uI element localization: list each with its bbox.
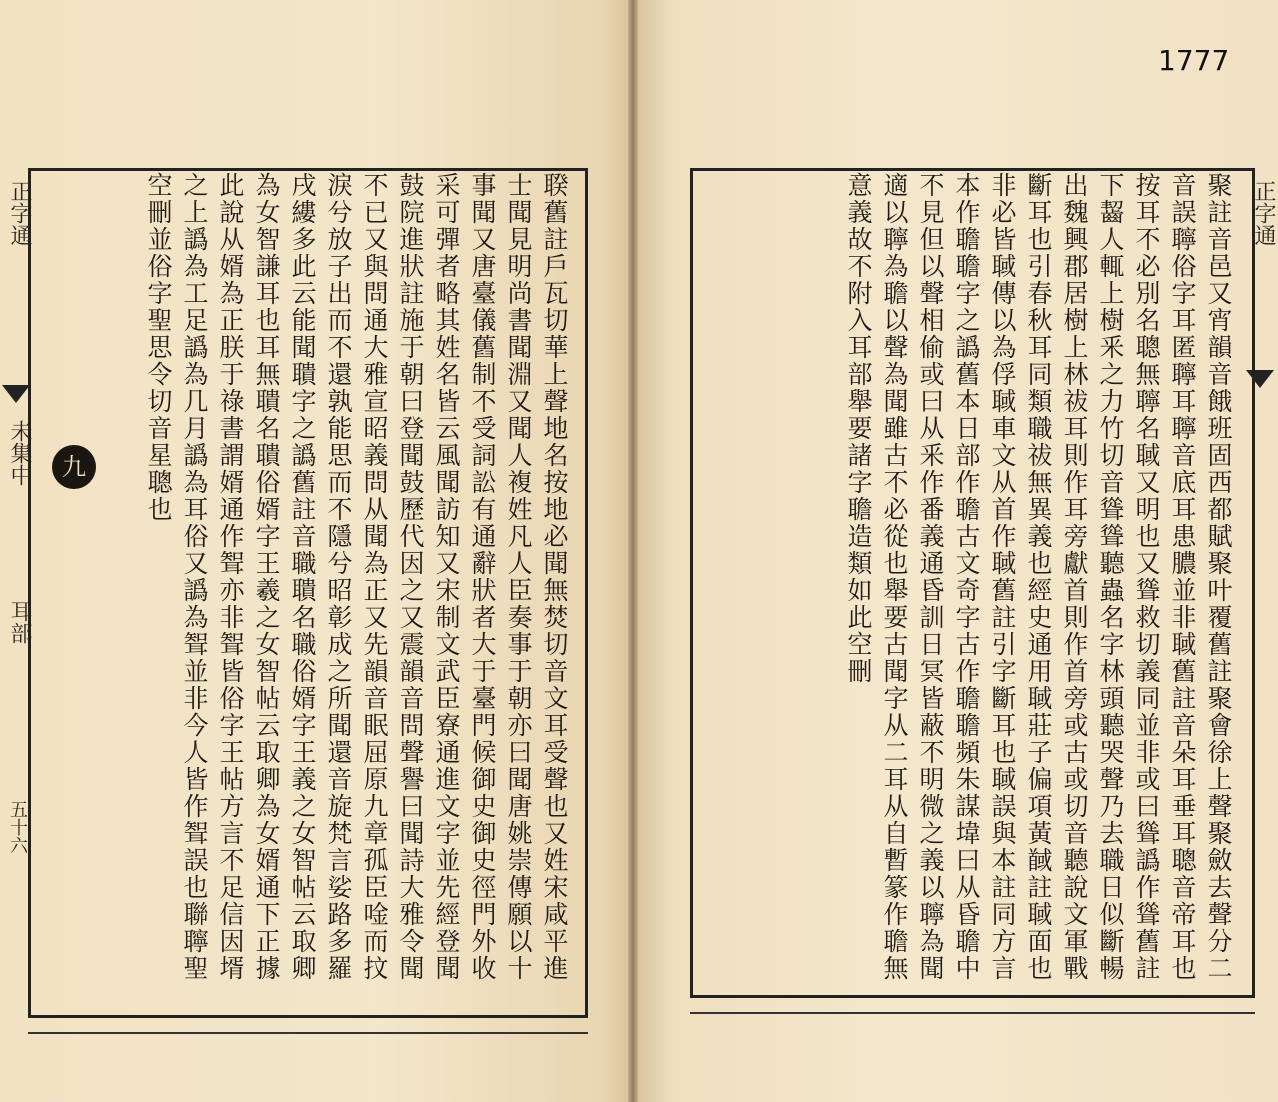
left-fishtail-mark	[2, 385, 30, 403]
left-page-text: 聧舊註戶瓦切華上聲地名按地必聞無焚切音文耳受聲也又姓宋咸平進士聞見明尚書聞淵又聞人複姓凡人臣奏事于朝亦曰聞唐姚崇傳願以十事聞又唐臺儀舊制不受詞訟有通辭狀者大于臺門候御史御史徑門外收采可彈者略其姓名皆云風聞訪知又宋制文武臣寮通進文字並先經登聞鼓院進狀註施于朝曰登聞鼓歷代因之又震韻音問聲譽曰聞詩大雅令聞不已又與問通大雅宣昭義問从聞為正又先韻音眠屈原九章孤臣唫而抆淚兮放子出而不還孰能思而不隱兮昭彰成之所聞還音旋梵言娑路多羅戌縷多此云能聞聵字之譌舊註音職聵名職俗婿字王義之女智帖云取卿為女智謙耳也耳無聵名聵俗婿字王羲之女智帖云取卿為女婿通下正據此說从婿為正朕于祿書謂婿通作聟亦非聟皆俗字王帖方言不足信因壻之上譌為工足譌為几月譌為耳俗又譌為聟並非今人皆作聟誤也聯聹聖空刪並俗字聖思令切音星聰也	[144, 172, 569, 982]
left-bottom-rule	[28, 1032, 588, 1034]
left-section-label: 耳部	[7, 600, 32, 644]
right-fishtail-mark	[1246, 370, 1274, 388]
right-bottom-rule	[690, 1012, 1255, 1014]
right-page-text: 聚註音邑又宵韻音餓班固西都賦聚叶覆舊註聚會徐上聲聚斂去聲分二音誤聹俗字耳匿聹耳聹音底耳患膿並非聝舊註音朵耳垂耳聰音帝耳也按耳不必別名聰無聹名聝又明也又聳救切義同並非或曰聳譌作聳舊註下齧人輒上樹釆之力竹切音聳聳聽蟲名字林頭聽哭聲乃去職日似斷暢出魏興郡居樹上林祓耳則作耳旁獻首則作首旁或古或切音聽說文軍戰斷耳也引春秋耳同類職祓無異義也經史通用聝莊子偏項黃馘註聝面也非必皆聝傳以為俘聝車文从首作聝舊註引字斷耳也聝誤與本註同方言本作聸聸字之譌舊本日部作聸古文奇字古作聸聸頻朱謀㙔曰从昏聸中不見但以聲相偷或曰从釆作番義通昏訓日冥皆蔽不明微之義以聹為聞適以聹為聸以聲為聞雖古不必從也舉要古聞字从二耳从自暫篆作聸無意義故不附入耳部舉要諸字聸造類如此空刪	[844, 172, 1233, 982]
left-margin-title: 正字通	[7, 180, 32, 246]
page-number: 1777	[1158, 44, 1230, 77]
left-folio-number: 五十六	[7, 800, 28, 854]
radical-stroke-marker: 九	[52, 445, 96, 489]
left-volume-label: 未集中	[7, 420, 32, 486]
book-spine	[628, 0, 638, 1102]
right-margin-title: 正字通	[1251, 180, 1276, 246]
